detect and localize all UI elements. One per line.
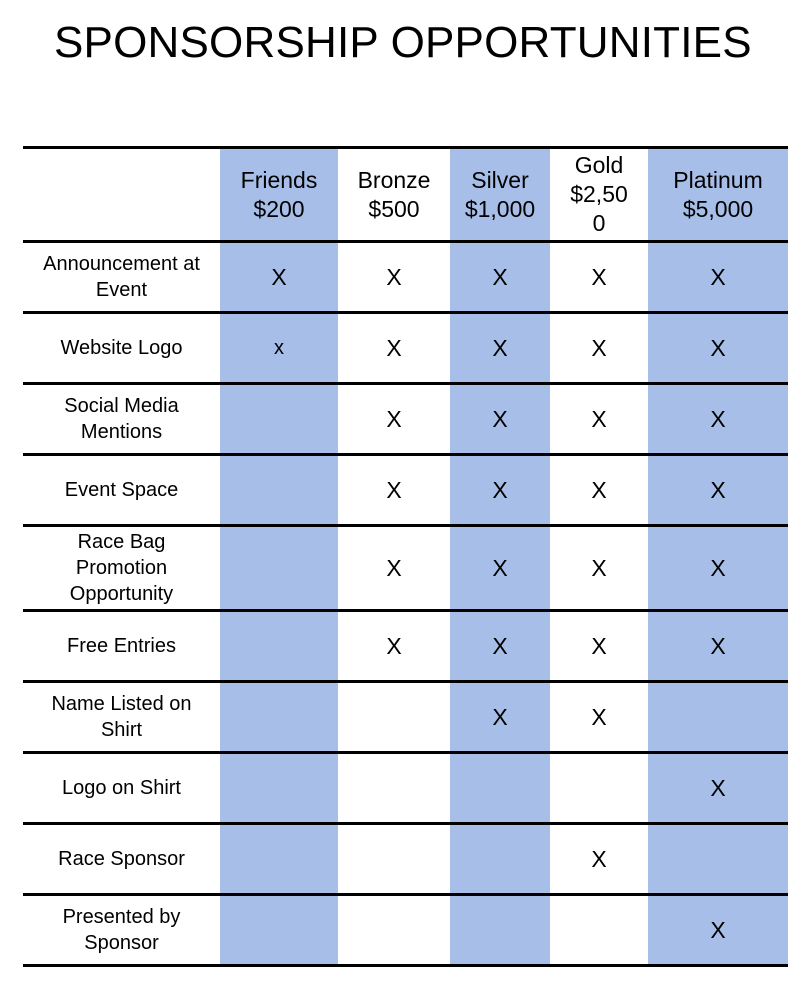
tier-price: $500: [368, 195, 420, 222]
benefit-mark: X: [550, 824, 648, 895]
benefit-mark: [450, 895, 550, 966]
header-row: [23, 148, 788, 242]
table-row: [23, 611, 788, 682]
table-row: [23, 384, 788, 455]
tier-price: $1,000: [464, 195, 536, 222]
feature-label: Free Entries: [23, 611, 220, 682]
benefit-mark: [220, 455, 338, 526]
feature-label: Announcement at Event: [23, 242, 220, 313]
tier-price: $5,000: [682, 195, 754, 222]
benefit-mark: [220, 384, 338, 455]
tier-name: Platinum: [673, 166, 763, 193]
benefit-mark: X: [338, 313, 450, 384]
benefit-mark: X: [450, 242, 550, 313]
benefit-mark: [550, 895, 648, 966]
tier-price: $2,500: [570, 181, 628, 236]
feature-label: Name Listed on Shirt: [23, 682, 220, 753]
feature-label: Event Space: [23, 455, 220, 526]
table-row: [23, 313, 788, 384]
benefit-mark: [220, 682, 338, 753]
feature-label: Presented by Sponsor: [23, 895, 220, 966]
benefit-mark: x: [220, 313, 338, 384]
benefit-mark: [220, 753, 338, 824]
benefit-mark: [338, 682, 450, 753]
tier-header-friends: [220, 148, 338, 242]
benefit-mark: X: [550, 526, 648, 611]
benefit-mark: X: [550, 455, 648, 526]
table-body: [23, 242, 788, 966]
table-row: [23, 682, 788, 753]
benefit-mark: X: [550, 611, 648, 682]
benefit-mark: [220, 526, 338, 611]
benefit-mark: X: [550, 313, 648, 384]
benefit-mark: X: [220, 242, 338, 313]
benefit-mark: X: [338, 455, 450, 526]
table-row: [23, 824, 788, 895]
sponsorship-table: [23, 146, 788, 967]
benefit-mark: X: [338, 611, 450, 682]
benefit-mark: X: [338, 384, 450, 455]
tier-name: Silver: [471, 166, 529, 193]
page-title: SPONSORSHIP OPPORTUNITIES: [54, 18, 752, 67]
benefit-mark: X: [450, 455, 550, 526]
benefit-mark: X: [648, 526, 788, 611]
benefit-mark: X: [648, 384, 788, 455]
tier-header-bronze: [338, 148, 450, 242]
benefit-mark: X: [450, 611, 550, 682]
benefit-mark: X: [648, 895, 788, 966]
feature-label: Race Sponsor: [23, 824, 220, 895]
tier-price: $200: [253, 195, 305, 222]
tier-name: Gold: [574, 152, 624, 178]
benefit-mark: [220, 895, 338, 966]
benefit-mark: [338, 753, 450, 824]
benefit-mark: X: [450, 526, 550, 611]
benefit-mark: X: [648, 611, 788, 682]
table-row: [23, 753, 788, 824]
benefit-mark: X: [450, 682, 550, 753]
benefit-mark: X: [648, 242, 788, 313]
benefit-mark: [648, 682, 788, 753]
benefit-mark: X: [550, 384, 648, 455]
benefit-mark: [220, 611, 338, 682]
benefit-mark: [338, 895, 450, 966]
benefit-mark: X: [338, 242, 450, 313]
benefit-mark: [648, 824, 788, 895]
feature-label: Website Logo: [23, 313, 220, 384]
benefit-mark: [550, 753, 648, 824]
tier-name: Bronze: [357, 166, 431, 193]
benefit-mark: X: [450, 384, 550, 455]
tier-name: Friends: [240, 166, 318, 193]
benefit-mark: [450, 824, 550, 895]
table-row: [23, 455, 788, 526]
benefit-mark: X: [648, 753, 788, 824]
benefit-mark: [220, 824, 338, 895]
header-empty-cell: [23, 148, 220, 242]
tier-header-platinum: [648, 148, 788, 242]
table-header: [23, 148, 788, 242]
tier-header-silver: [450, 148, 550, 242]
benefit-mark: X: [550, 682, 648, 753]
benefit-mark: [338, 824, 450, 895]
benefit-mark: X: [648, 455, 788, 526]
benefit-mark: X: [648, 313, 788, 384]
feature-label: Social Media Mentions: [23, 384, 220, 455]
feature-label: Race Bag Promotion Opportunity: [23, 526, 220, 611]
benefit-mark: X: [338, 526, 450, 611]
benefit-mark: X: [550, 242, 648, 313]
benefit-mark: X: [450, 313, 550, 384]
table-row: [23, 895, 788, 966]
benefit-mark: [450, 753, 550, 824]
table-row: [23, 242, 788, 313]
table-row: [23, 526, 788, 611]
feature-label: Logo on Shirt: [23, 753, 220, 824]
tier-header-gold: [550, 148, 648, 242]
